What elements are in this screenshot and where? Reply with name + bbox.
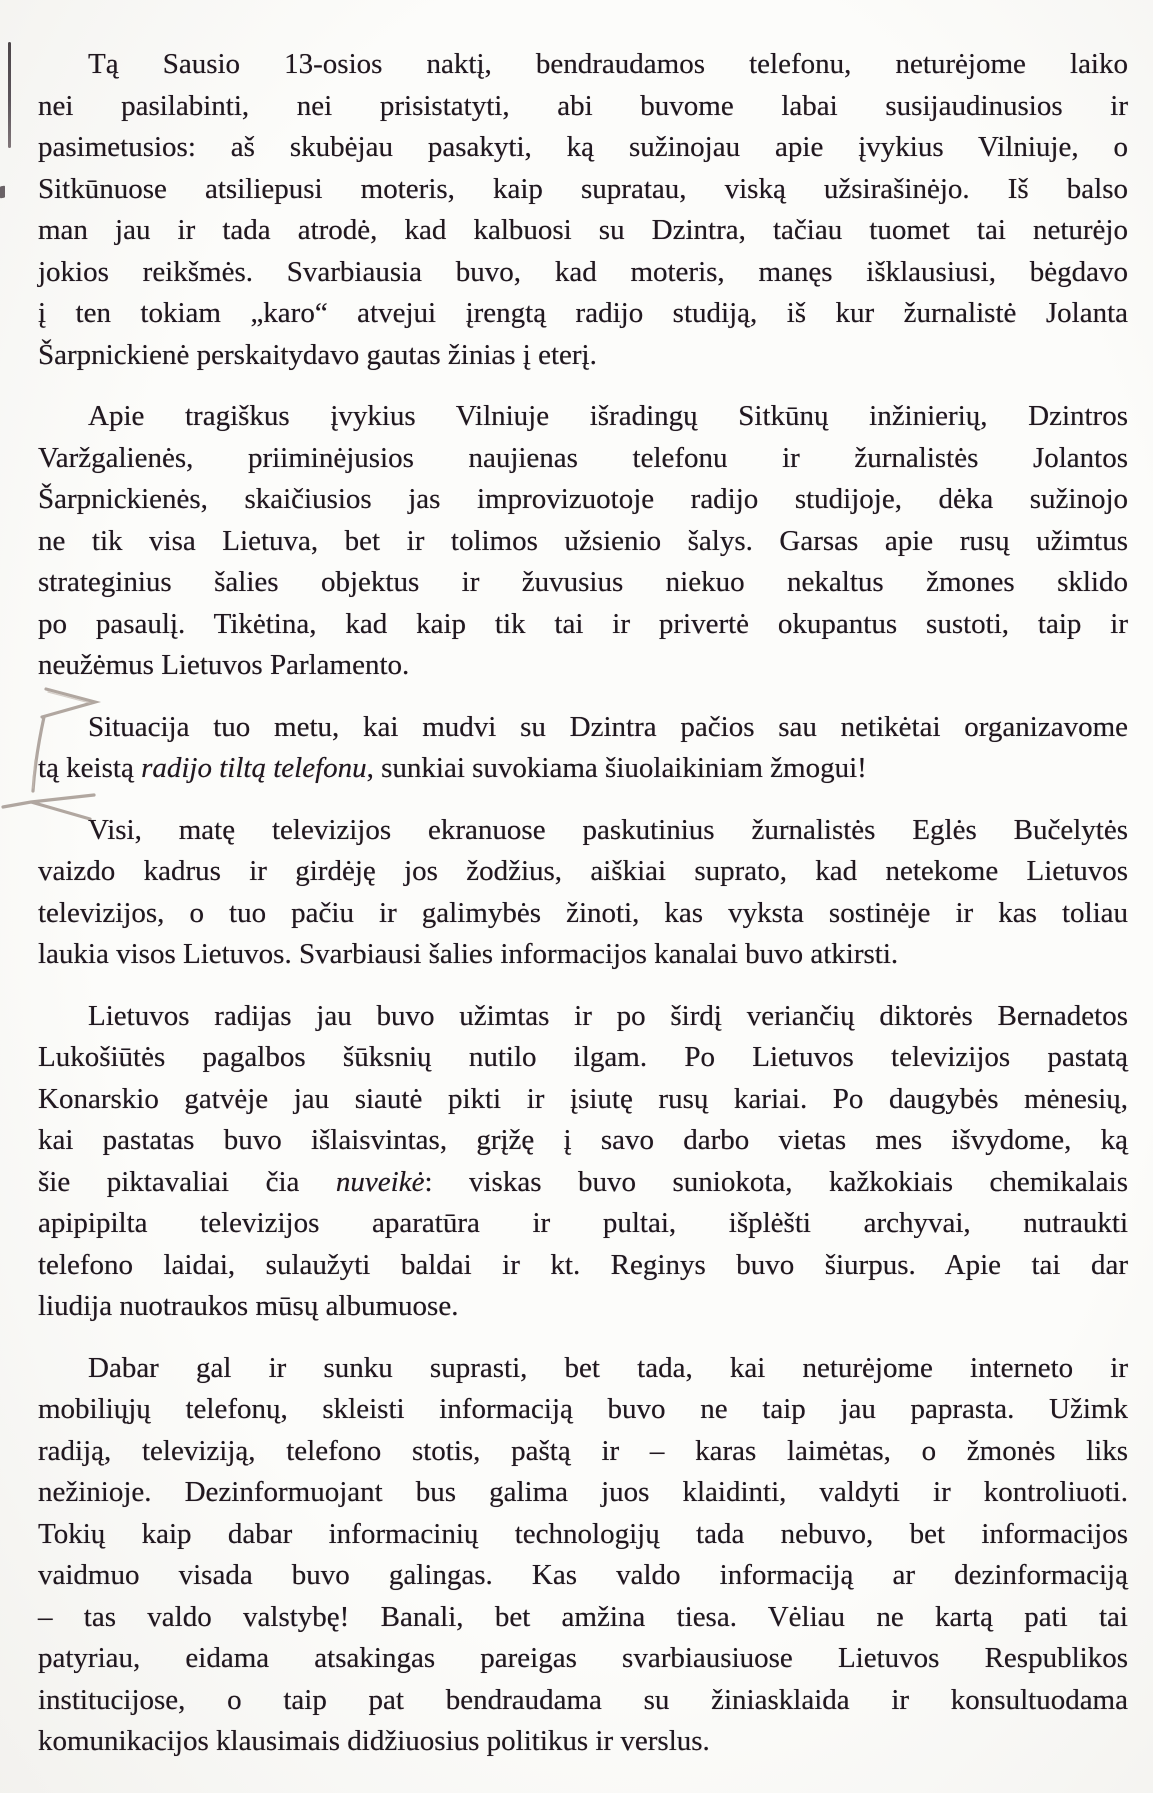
text-run: : viskas buvo suniokota, kažkokiais chemikalais <box>424 1165 1129 1198</box>
text-line <box>38 1286 1128 1328</box>
text-line <box>38 1079 1128 1121</box>
text-run: šie piktavaliai čia <box>38 1165 336 1198</box>
text-line <box>38 86 1128 128</box>
text-run: Lukošiūtės pagalbos šūksnių nutilo ilgam. Po Lietuvos televizijos pastatą <box>38 1041 1128 1073</box>
text-line <box>38 1680 1128 1722</box>
text-line <box>38 1348 1128 1390</box>
text-run: nežinioje. Dezinformuojant bus galima juos klaidinti, valdyti ir kontroliuoti. <box>38 1476 1128 1508</box>
text-run: po pasaulį. Tikėtina, kad kaip tik tai ir privertė okupantus sustoti, taip ir <box>38 607 1128 640</box>
paragraph <box>38 996 1128 1328</box>
text-line <box>38 893 1128 935</box>
text-block <box>38 44 1128 1763</box>
text-run: man jau ir tada atrodė, kad kalbuosi su Dzintra, tačiau tuomet tai neturėjo <box>38 214 1128 246</box>
text-run: jokios reikšmės. Svarbiausia buvo, kad moteris, manęs išklausiusi, bėgdavo <box>38 255 1128 288</box>
text-line <box>38 210 1128 252</box>
paragraph <box>38 810 1128 976</box>
text-run: Visi, matę televizijos ekranuose paskutinius žurnalistės Eglės Bučelytės <box>88 813 1128 846</box>
text-line <box>38 293 1128 335</box>
text-run: kai pastatas buvo išlaisvintas, grįžę į savo darbo vietas mes išvydome, ką <box>38 1124 1128 1156</box>
text-run: į ten tokiam „karo“ atvejui įrengtą radijo studiją, iš kur žurnalistė Jolanta <box>38 297 1128 329</box>
text-run: Varžgalienės, priiminėjusios naujienas telefonu ir žurnalistės Jolantos <box>38 441 1128 474</box>
text-line <box>38 479 1128 521</box>
text-line <box>38 934 1128 976</box>
text-run: televizijos, o tuo pačiu ir galimybės žinoti, kas vyksta sostinėje ir kas toliau <box>38 896 1128 929</box>
italic-text-run: radijo tiltą telefonu <box>141 752 367 784</box>
text-line <box>38 851 1128 893</box>
paragraph <box>38 44 1128 376</box>
text-line <box>38 396 1128 438</box>
text-line <box>38 645 1128 687</box>
text-line <box>38 707 1128 749</box>
text-line <box>38 127 1128 169</box>
text-run: vaizdo kadrus ir girdėję jos žodžius, aiškiai suprato, kad netekome Lietuvos <box>38 855 1128 887</box>
text-run: Sitkūnuose atsiliepusi moteris, kaip supratau, viską užsirašinėjo. Iš balso <box>38 172 1128 205</box>
text-run: neužėmus Lietuvos Parlamento. <box>38 649 410 681</box>
text-line <box>38 1245 1128 1287</box>
text-line <box>38 1472 1128 1514</box>
text-run: Tokių kaip dabar informacinių technologijų tada nebuvo, bet informacijos <box>38 1517 1128 1550</box>
text-line <box>38 748 1128 790</box>
text-run: ne tik visa Lietuva, bet ir tolimos užsienio šalys. Garsas apie rusų užimtus <box>38 524 1128 557</box>
text-line <box>38 1389 1128 1431</box>
text-run: laukia visos Lietuvos. Svarbiausi šalies informacijos kanalai buvo atkirsti. <box>38 938 899 970</box>
text-line <box>38 1037 1128 1079</box>
text-run: tą keistą <box>38 752 142 784</box>
text-run: pasimetusios: aš skubėjau pasakyti, ką sužinojau apie įvykius Vilniuje, o <box>38 131 1128 163</box>
text-line <box>38 604 1128 646</box>
text-line <box>38 521 1128 563</box>
text-line <box>38 169 1128 211</box>
text-line <box>38 562 1128 604</box>
text-run: mobiliųjų telefonų, skleisti informaciją buvo ne taip jau paprasta. Užimk <box>38 1393 1128 1425</box>
text-run: Šarpnickienė perskaitydavo gautas žinias į eterį. <box>38 338 597 371</box>
scan-artifact-streak <box>8 42 11 148</box>
text-line <box>38 438 1128 480</box>
text-line <box>38 44 1128 86</box>
text-line <box>38 1120 1128 1162</box>
text-line <box>38 1431 1128 1473</box>
text-run: radiją, televiziją, telefono stotis, paštą ir – karas laimėtas, o žmonės liks <box>38 1434 1128 1467</box>
text-run: nei pasilabinti, nei prisistatyti, abi buvome labai susijaudinusios ir <box>38 89 1128 122</box>
paragraph <box>38 1348 1128 1763</box>
text-line <box>38 810 1128 852</box>
text-line <box>38 252 1128 294</box>
text-line <box>38 1514 1128 1556</box>
text-run: , sunkiai suvokiama šiuolaikiniam žmogui! <box>366 752 867 784</box>
text-run: strateginius šalies objektus ir žuvusius niekuo nekaltus žmones sklido <box>38 566 1128 598</box>
text-run: liudija nuotraukos mūsų albumuose. <box>38 1290 459 1322</box>
text-run: institucijose, o taip pat bendraudama su žiniasklaida ir konsultuodama <box>38 1683 1128 1716</box>
italic-text-run: nuveikė <box>335 1165 425 1198</box>
text-run: Tą Sausio 13-osios naktį, bendraudamos telefonu, neturėjome laiko <box>88 48 1128 80</box>
text-run: Šarpnickienės, skaičiusios jas improvizuotoje radijo studijoje, dėka sužinojo <box>38 483 1128 515</box>
text-run: Dabar gal ir sunku suprasti, bet tada, kai neturėjome interneto ir <box>88 1351 1128 1384</box>
text-line <box>38 1597 1128 1639</box>
text-line <box>38 996 1128 1038</box>
text-line <box>38 1203 1128 1245</box>
text-run: komunikacijos klausimais didžiuosius politikus ir verslus. <box>38 1725 710 1757</box>
text-line <box>38 1638 1128 1680</box>
text-run: patyriau, eidama atsakingas pareigas svarbiausiuose Lietuvos Respublikos <box>38 1642 1128 1674</box>
text-run: Lietuvos radijas jau buvo užimtas ir po širdį veriančių diktorės Bernadetos <box>88 999 1128 1032</box>
text-line <box>38 335 1128 377</box>
paragraph <box>38 707 1128 790</box>
scan-artifact-tick <box>0 186 5 199</box>
text-run: Apie tragiškus įvykius Vilniuje išradingų Sitkūnų inžinierių, Dzintros <box>88 400 1128 432</box>
text-run: vaidmuo visada buvo galingas. Kas valdo informaciją ar dezinformaciją <box>38 1559 1128 1591</box>
text-run: telefono laidai, sulaužyti baldai ir kt. Reginys buvo šiurpus. Apie tai dar <box>38 1248 1128 1281</box>
text-line <box>38 1721 1128 1763</box>
text-line <box>38 1162 1128 1204</box>
text-line <box>38 1555 1128 1597</box>
text-run: – tas valdo valstybę! Banali, bet amžina tiesa. Vėliau ne kartą pati tai <box>38 1600 1128 1633</box>
text-run: Konarskio gatvėje jau siautė pikti ir įsiutę rusų kariai. Po daugybės mėnesių, <box>38 1082 1128 1115</box>
text-run: apipipilta televizijos aparatūra ir pultai, išplėšti archyvai, nutraukti <box>38 1207 1128 1239</box>
paragraph <box>38 396 1128 687</box>
text-run: Situacija tuo metu, kai mudvi su Dzintra pačios sau netikėtai organizavome <box>88 710 1128 743</box>
